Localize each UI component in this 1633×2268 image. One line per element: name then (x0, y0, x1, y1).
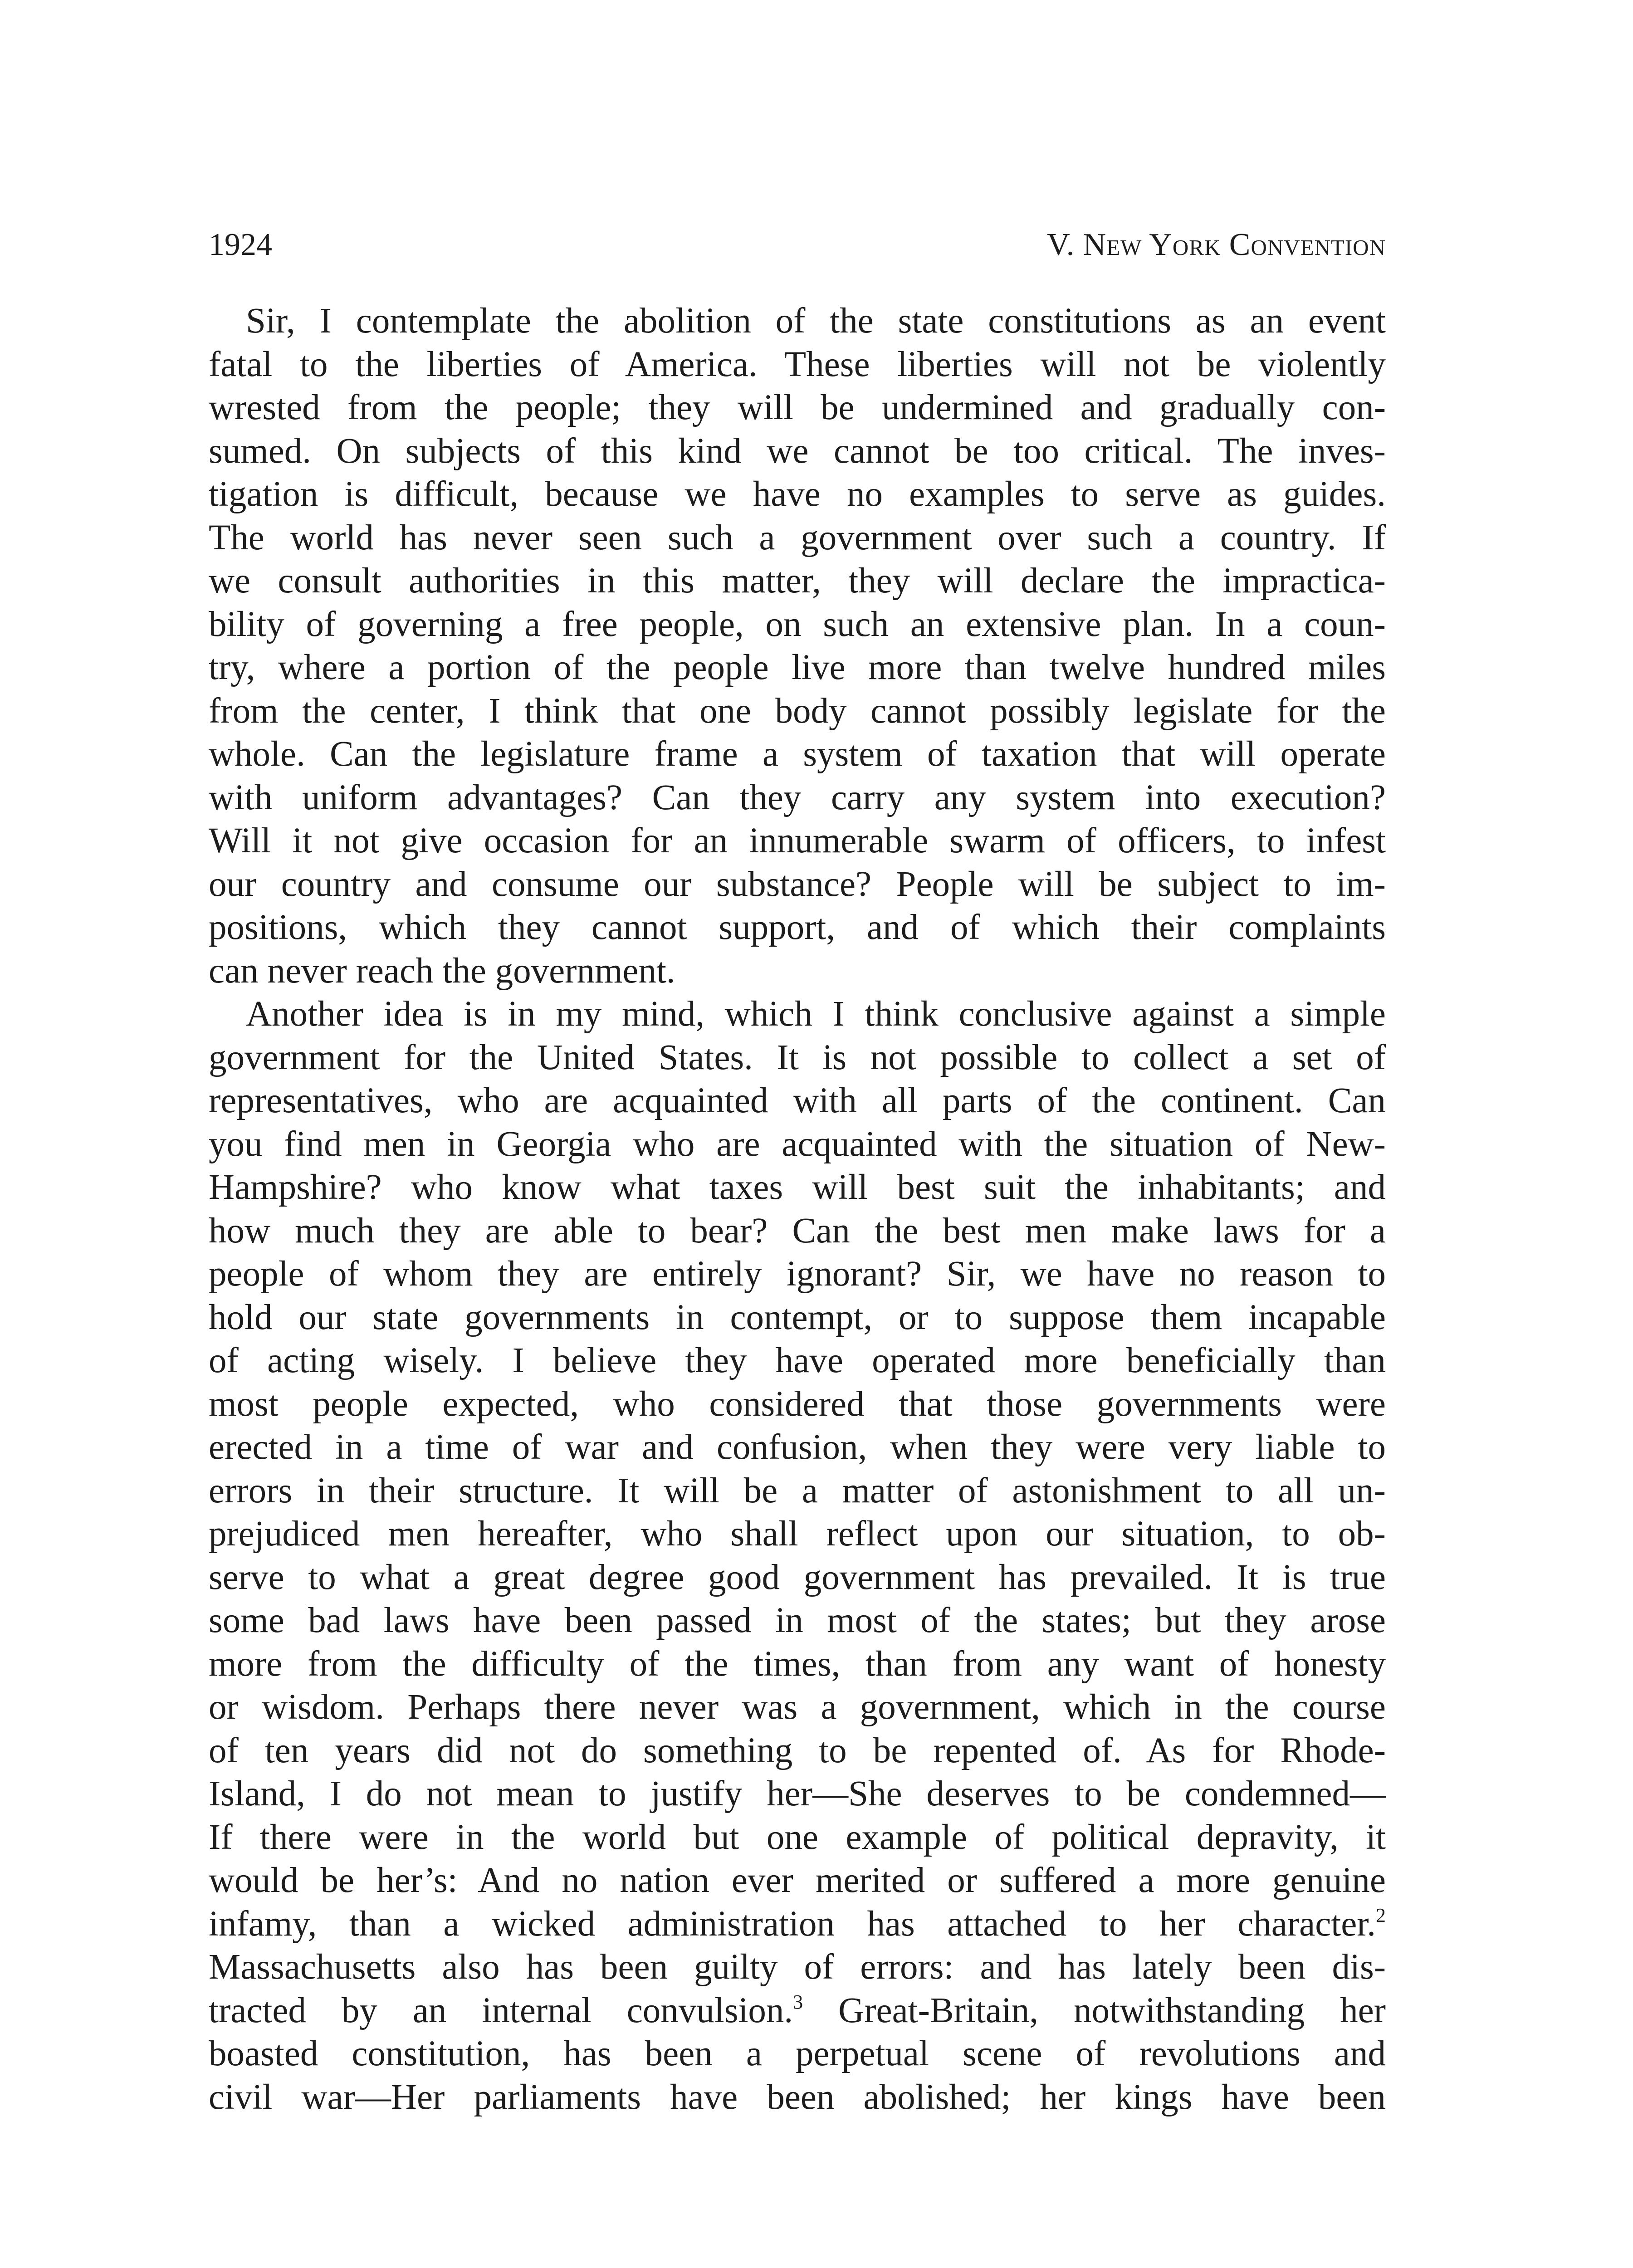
text-line: serve to what a great degree good government has prevailed. It is true (209, 1557, 1386, 1597)
text-line: boasted constitution, has been a perpetual scene of revolutions and (209, 2034, 1386, 2073)
text-line: some bad laws have been passed in most of the states; but they arose (209, 1601, 1386, 1640)
footnote-ref: 3 (793, 1990, 803, 2013)
text-line: Island, I do not mean to justify her—She deserves to be condemned— (209, 1774, 1386, 1813)
text-line: how much they are able to bear? Can the best men make laws for a (209, 1211, 1386, 1251)
text-line (209, 1902, 1386, 1946)
line-text: infamy, than a wicked administration has attached to her character. (209, 1904, 1376, 1944)
text-line: wrested from the people; they will be undermined and gradually con- (209, 388, 1386, 427)
text-line: or wisdom. Perhaps there never was a government, which in the course (209, 1687, 1386, 1727)
running-head (209, 220, 1386, 270)
text-line: you find men in Georgia who are acquainted with the situation of New- (209, 1124, 1386, 1164)
text-line: prejudiced men hereafter, who shall reflect upon our situation, to ob- (209, 1514, 1386, 1554)
text-line: Another idea is in my mind, which I think conclusive against a simple (246, 994, 1386, 1034)
text-line: Will it not give occasion for an innumerable swarm of officers, to infest (209, 821, 1386, 860)
line-text: tracted by an internal convulsion. (209, 1990, 793, 2030)
page-number: 1924 (209, 227, 272, 262)
text-line: civil war—Her parliaments have been abolished; her kings have been (209, 2077, 1386, 2117)
text-line: of ten years did not do something to be repented of. As for Rhode- (209, 1730, 1386, 1770)
text-line: of acting wisely. I believe they have operated more beneficially than (209, 1341, 1386, 1380)
text-line: whole. Can the legislature frame a system of taxation that will operate (209, 734, 1386, 774)
text-line: representatives, who are acquainted with all parts of the continent. Can (209, 1081, 1386, 1120)
text-line: most people expected, who considered that those governments were (209, 1384, 1386, 1424)
text-line (209, 1989, 1386, 2033)
footnote-ref: 2 (1376, 1904, 1386, 1926)
text-line: Hampshire? who know what taxes will best suit the inhabitants; and (209, 1168, 1386, 1207)
text-line: try, where a portion of the people live more than twelve hundred miles (209, 648, 1386, 687)
text-line: people of whom they are entirely ignorant? Sir, we have no reason to (209, 1254, 1386, 1294)
text-line: positions, which they cannot support, and of which their complaints (209, 908, 1386, 947)
text-line: Massachusetts also has been guilty of errors: and has lately been dis- (209, 1947, 1386, 1987)
text-line: The world has never seen such a government over such a country. If (209, 518, 1386, 557)
text-line: tigation is difficult, because we have no examples to serve as guides. (209, 474, 1386, 514)
text-line: can never reach the government. (209, 951, 675, 991)
body-text (209, 299, 1386, 2159)
line-text: Great-Britain, notwithstanding her (803, 1990, 1386, 2030)
text-line: If there were in the world but one example of political depravity, it (209, 1817, 1386, 1857)
text-line: we consult authorities in this matter, they will declare the impractica- (209, 561, 1386, 601)
text-line: bility of governing a free people, on such an extensive plan. In a coun- (209, 604, 1386, 644)
text-line: government for the United States. It is not possible to collect a set of (209, 1037, 1386, 1077)
text-line: sumed. On subjects of this kind we cannot be too critical. The inves- (209, 431, 1386, 471)
text-line: from the center, I think that one body cannot possibly legislate for the (209, 691, 1386, 731)
chapter-title: V. New York Convention (1047, 227, 1386, 262)
text-line: would be her’s: And no nation ever merited or suffered a more genuine (209, 1861, 1386, 1900)
text-line: with uniform advantages? Can they carry any system into execution? (209, 777, 1386, 817)
text-line: Sir, I contemplate the abolition of the state constitutions as an event (246, 301, 1386, 341)
text-line: our country and consume our substance? People will be subject to im- (209, 864, 1386, 904)
text-line: hold our state governments in contempt, or to suppose them incapable (209, 1297, 1386, 1337)
text-line: more from the difficulty of the times, than from any want of honesty (209, 1644, 1386, 1684)
text-line: errors in their structure. It will be a matter of astonishment to all un- (209, 1471, 1386, 1510)
text-line: erected in a time of war and confusion, when they were very liable to (209, 1427, 1386, 1467)
text-line: fatal to the liberties of America. These liberties will not be violently (209, 344, 1386, 384)
